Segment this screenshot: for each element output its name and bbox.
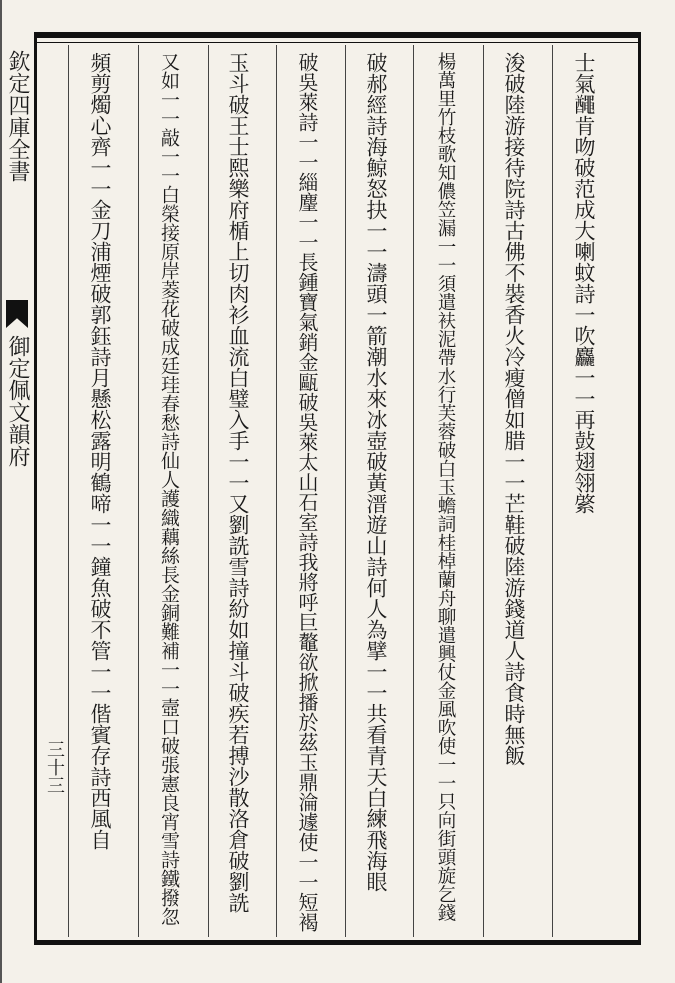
column-text: 又如一一敲一一白榮接原岸菱花破成廷珪春愁詩仙人護織藕絲長金銅難補一一壼口破張憲良宵雪詩鐵撥忽 [158, 52, 180, 926]
top-border [34, 32, 641, 38]
column-text: 浚破陸游接待院詩古佛不裝香火冷瘦僧如腊一一芒鞋破陸游錢道人詩食時無飯 [502, 52, 526, 766]
bottom-border [34, 940, 641, 945]
text-column-7 [157, 52, 219, 932]
text-column-3 [433, 52, 495, 932]
column-divider [68, 45, 69, 937]
column-text: 破郝經詩海鯨怒抉一一濤頭一箭潮水來冰壺破黃溍遊山詩何人為擘一一共看青天白練飛海眼 [364, 52, 388, 892]
margin-top-title [2, 50, 32, 182]
text-column-1 [572, 52, 634, 932]
column-text: 破吳萊詩一一緇麈一一長鍾寶氣銷金甌破吳萊太山石室詩我將呼巨鼇欲掀播於茲玉鼎淪遽使一一短褐 [295, 52, 319, 932]
right-border [638, 32, 641, 945]
margin-bottom-title [2, 335, 32, 467]
column-text: 頻剪燭心齊一一金刀浦煙破郭鈺詩月懸松露明鶴啼一一鐘魚破不管一一偕賓存詩西風自 [88, 52, 112, 850]
collection-title: 欽定四庫全書 [5, 50, 30, 182]
text-column-5 [295, 52, 357, 932]
left-border [34, 32, 37, 945]
page-number: 三十三 [44, 740, 65, 794]
text-column-2 [502, 52, 564, 932]
text-column-4 [364, 52, 426, 932]
top-border-inner [34, 42, 641, 43]
column-text: 玉斗破王士熙樂府楯上切肉衫血流白璧入手一一又劉詵雪詩紛如撞斗破疾若搏沙散洛倉破劉詵 [226, 52, 250, 913]
text-column-8 [88, 52, 150, 932]
fish-tail-mark [6, 300, 28, 328]
column-text: 士氣𪓰肯吻破范成大喇蚊詩一吹麤一一再鼔翅翎綮 [572, 52, 596, 514]
text-column-6 [226, 52, 288, 932]
column-text: 楊萬里竹枝歌知儂笠漏一一須遣衭泥帶水行芙蓉破白玉蟾詞桂棹蘭舟聊遣興仗金風吹使一一只向街頭旋乞錢 [435, 52, 456, 922]
book-title: 御定佩文韻府 [5, 335, 30, 467]
